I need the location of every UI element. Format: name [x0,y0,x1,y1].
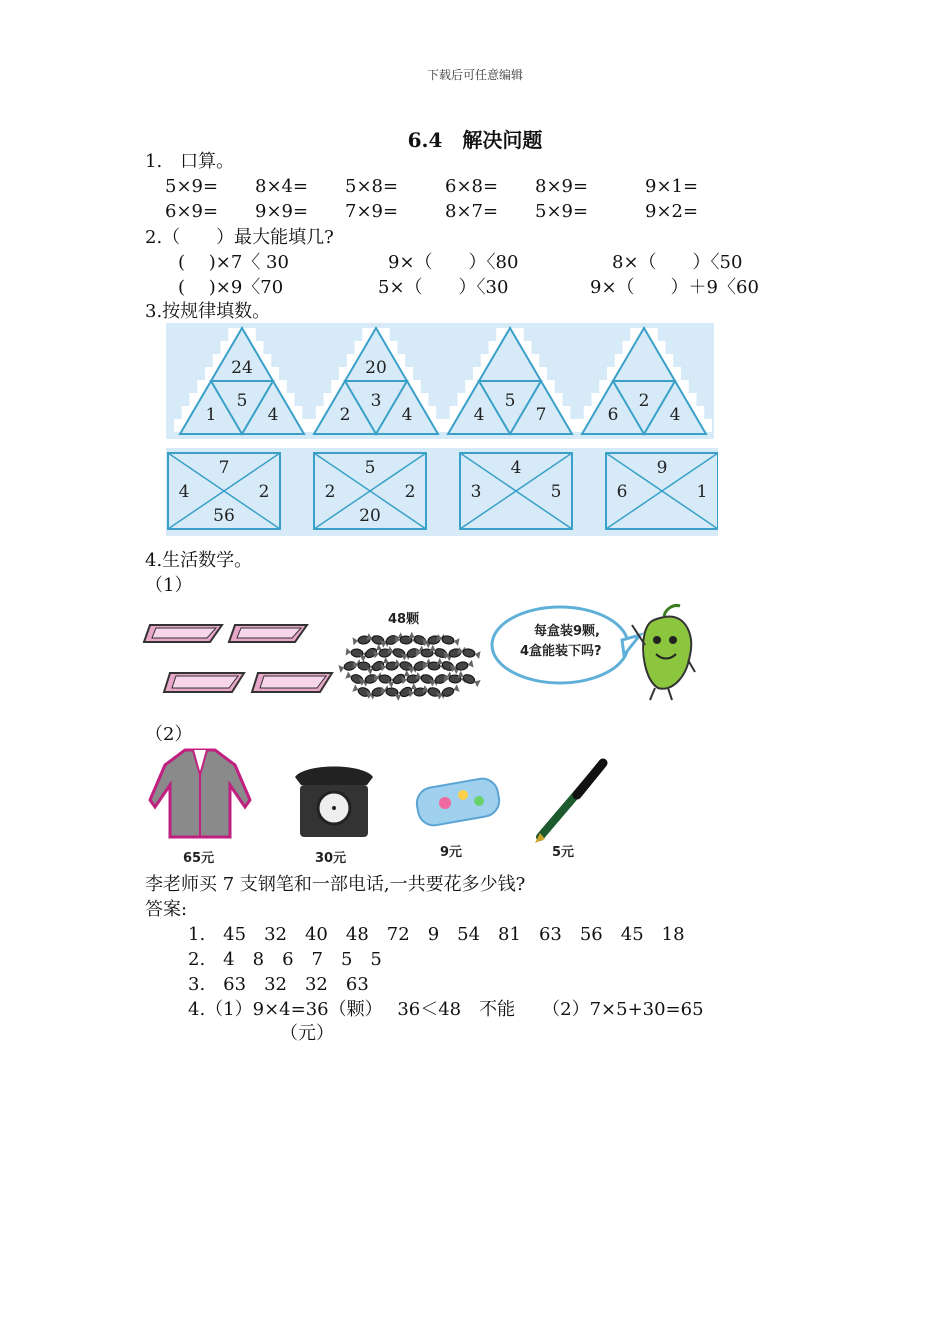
page-title: 6.4 解决问题 [407,128,543,152]
answer-line-3: 3. 63 32 32 63 [188,974,369,995]
triangle-puzzle [308,328,444,434]
q1-heading: 1. 口算。 [145,151,235,172]
triangle-middle-number: 2 [638,391,650,411]
q1-item: 5×9= [165,176,219,197]
triangle-right-number: 4 [669,405,681,425]
envelope-panel [166,448,718,536]
triangle-left-number: 4 [473,405,485,425]
triangle-left-number: 1 [205,405,217,425]
triangle-right-number: 4 [401,405,413,425]
triangle-figure [166,323,714,439]
triangle-puzzle [576,328,712,434]
q2-item: 5×（ ）〈30 [378,277,509,298]
empty-box-icon [144,625,222,642]
q2-heading: 2.（ ）最大能填几? [145,227,334,248]
candy-count-label: 48颗 [388,612,420,627]
q3-heading: 3.按规律填数。 [145,301,271,322]
part2-label: （2） [145,724,193,745]
pepper-mascot-icon [632,605,695,700]
part1-illustration [140,600,700,725]
envelope-right-number: 5 [550,482,562,502]
q1-item: 9×9= [255,201,309,222]
empty-box-icon [252,673,332,692]
q1-item: 7×9= [345,201,399,222]
q2-item: 9×（ ）＋9〈60 [590,277,759,298]
triangle-middle-number: 5 [236,391,248,411]
triangle-middle-number: 5 [504,391,516,411]
triangle-left-number: 2 [339,405,351,425]
q1-item: 8×4= [255,176,309,197]
pencil-case-icon [414,776,501,828]
q1-item: 5×9= [535,201,589,222]
jacket-price: 65元 [183,851,215,866]
q1-item: 9×1= [645,176,699,197]
envelope-right-number: 2 [404,482,416,502]
speech-bubble [492,607,640,683]
triangle-right-number: 7 [535,405,547,425]
q2-item: ( )×9〈70 [178,277,284,298]
q1-item: 6×9= [165,201,219,222]
candy-pile-icon [338,632,480,701]
triangle-panel [166,323,714,439]
pen-price: 5元 [552,845,575,860]
envelope-top-number: 4 [510,458,522,478]
telephone-price: 30元 [315,851,347,866]
q1-item: 8×7= [445,201,499,222]
envelope-top-number: 7 [218,458,230,478]
envelope-puzzle [606,453,718,529]
envelope-puzzle [460,453,572,529]
envelope-left-number: 4 [178,482,190,502]
answer-line-2: 2. 4 8 6 7 5 5 [188,949,382,970]
triangle-puzzle [174,328,310,434]
envelope-puzzle [314,453,426,529]
envelope-top-number: 9 [656,458,668,478]
triangle-left-number: 6 [607,405,619,425]
envelope-figure [166,448,718,536]
envelope-puzzle [168,453,280,529]
triangle-right-number: 4 [267,405,279,425]
envelope-bottom-number: 56 [213,506,235,526]
q4-question: 李老师买 7 支钢笔和一部电话,一共要花多少钱? [145,874,526,895]
q1-item: 9×2= [645,201,699,222]
part2-illustration [145,745,625,870]
q1-item: 5×8= [345,176,399,197]
q2-item: 8×（ ）〈50 [612,252,743,273]
pen-icon [535,763,603,843]
triangle-puzzle [442,328,578,434]
bubble-line-2: 4盒能装下吗? [520,644,602,659]
answer-line-1: 1. 45 32 40 48 72 9 54 81 63 56 45 18 [188,924,685,945]
envelope-left-number: 6 [616,482,628,502]
envelope-left-number: 2 [324,482,336,502]
telephone-icon [295,767,373,838]
answer-line-4: 4.（1）9×4=36（颗） 36＜48 不能 （2）7×5+30=65 [188,999,704,1020]
envelope-right-number: 1 [696,482,708,502]
q1-item: 8×9= [535,176,589,197]
page-header: 下载后可任意编辑 [426,68,523,82]
bubble-line-1: 每盒装9颗, [534,624,600,639]
envelope-left-number: 3 [470,482,482,502]
envelope-bottom-number: 20 [359,506,381,526]
envelope-top-number: 5 [364,458,376,478]
q2-item: 9×（ ）〈80 [388,252,519,273]
pencil-case-price: 9元 [440,845,463,860]
q2-item: ( )×7〈 30 [178,252,289,273]
triangle-middle-number: 3 [370,391,382,411]
envelope-right-number: 2 [258,482,270,502]
triangle-top-number: 24 [231,358,253,378]
empty-box-icon [164,673,244,692]
empty-box-icon [229,625,307,642]
answer-line-4-cont: （元） [280,1023,334,1044]
q1-item: 6×8= [445,176,499,197]
jacket-icon [150,750,250,837]
triangle-top-number: 20 [365,358,387,378]
q4-heading: 4.生活数学。 [145,550,253,571]
part1-label: （1） [145,575,193,596]
answers-heading: 答案: [145,899,188,920]
